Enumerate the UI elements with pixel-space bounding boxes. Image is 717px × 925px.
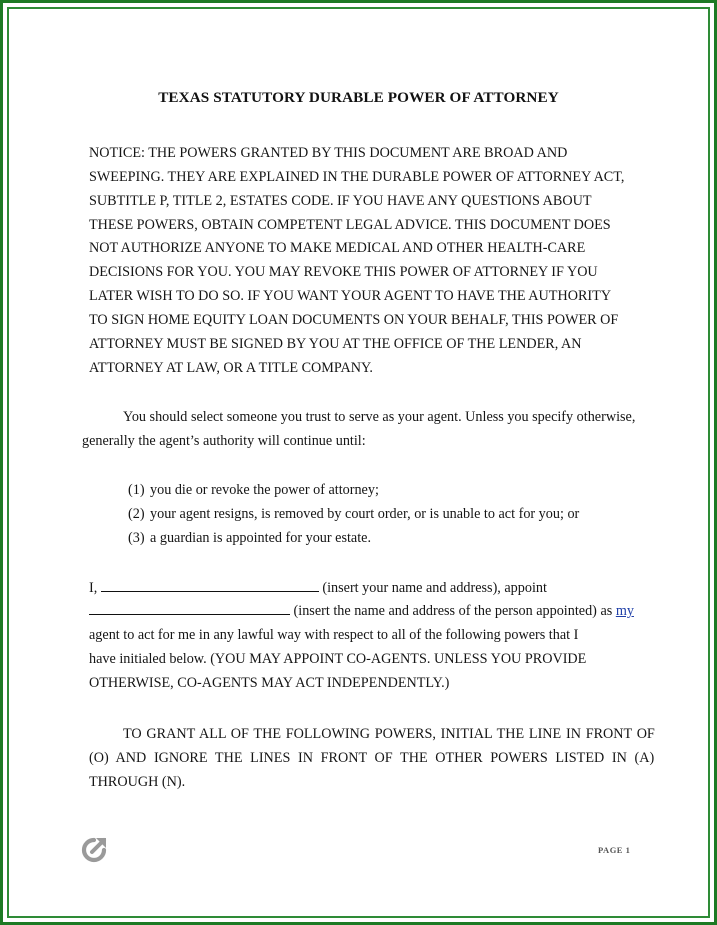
grant-line-3: THROUGH (N).	[89, 774, 186, 790]
notice-line: THESE POWERS, OBTAIN COMPETENT LEGAL ADVICE. THIS DOCUMENT DOES	[89, 217, 611, 233]
refresh-arrow-icon	[80, 836, 108, 864]
intro-line-1: You should select someone you trust to serve as your agent. Unless you specify otherwise,	[123, 409, 636, 425]
principal-name-blank[interactable]	[101, 579, 319, 592]
notice-line: SUBTITLE P, TITLE 2, ESTATES CODE. IF YOU HAVE ANY QUESTIONS ABOUT	[89, 193, 592, 209]
appoint-line-4: have initialed below. (YOU MAY APPOINT CO-AGENTS. UNLESS YOU PROVIDE	[89, 651, 587, 667]
condition-text: you die or revoke the power of attorney;	[150, 482, 379, 498]
grant-line-1: TO GRANT ALL OF THE FOLLOWING POWERS, INITIAL THE LINE IN FRONT OF	[123, 726, 655, 742]
intro-line-2: generally the agent’s authority will continue until:	[82, 433, 366, 449]
condition-number: (2)	[128, 506, 145, 522]
notice-line: TO SIGN HOME EQUITY LOAN DOCUMENTS ON YOUR BEHALF, THIS POWER OF	[89, 312, 619, 328]
notice-line: LATER WISH TO DO SO. IF YOU WANT YOUR AGENT TO HAVE THE AUTHORITY	[89, 288, 612, 304]
appoint-line-2	[89, 602, 634, 620]
notice-line: SWEEPING. THEY ARE EXPLAINED IN THE DURABLE POWER OF ATTORNEY ACT,	[89, 169, 625, 185]
appoint-line-3: agent to act for me in any lawful way with respect to all of the following powers that I	[89, 627, 579, 643]
notice-line: DECISIONS FOR YOU. YOU MAY REVOKE THIS POWER OF ATTORNEY IF YOU	[89, 264, 598, 280]
appoint-after-agent: (insert the name and address of the person appointed) as	[293, 603, 613, 619]
my-link[interactable]: my	[615, 603, 634, 619]
appoint-prefix: I,	[89, 580, 98, 596]
agent-name-blank[interactable]	[89, 602, 290, 615]
condition-text: your agent resigns, is removed by court order, or is unable to act for you; or	[150, 506, 580, 522]
appoint-line-5: OTHERWISE, CO-AGENTS MAY ACT INDEPENDENTLY.)	[89, 675, 450, 691]
page-number: PAGE 1	[598, 845, 631, 855]
notice-line: ATTORNEY MUST BE SIGNED BY YOU AT THE OFFICE OF THE LENDER, AN	[89, 336, 582, 352]
condition-number: (3)	[128, 530, 145, 546]
appoint-after-name: (insert your name and address), appoint	[322, 580, 547, 596]
notice-line: NOT AUTHORIZE ANYONE TO MAKE MEDICAL AND OTHER HEALTH-CARE	[89, 240, 586, 256]
notice-line: NOTICE: THE POWERS GRANTED BY THIS DOCUMENT ARE BROAD AND	[89, 145, 568, 161]
appoint-line-1	[89, 579, 547, 597]
condition-text: a guardian is appointed for your estate.	[150, 530, 372, 546]
notice-line: ATTORNEY AT LAW, OR A TITLE COMPANY.	[89, 360, 373, 376]
condition-number: (1)	[128, 482, 145, 498]
grant-line-2: (O) AND IGNORE THE LINES IN FRONT OF THE OTHER POWERS LISTED IN (A)	[89, 750, 655, 766]
document-title: TEXAS STATUTORY DURABLE POWER OF ATTORNEY	[158, 89, 559, 106]
